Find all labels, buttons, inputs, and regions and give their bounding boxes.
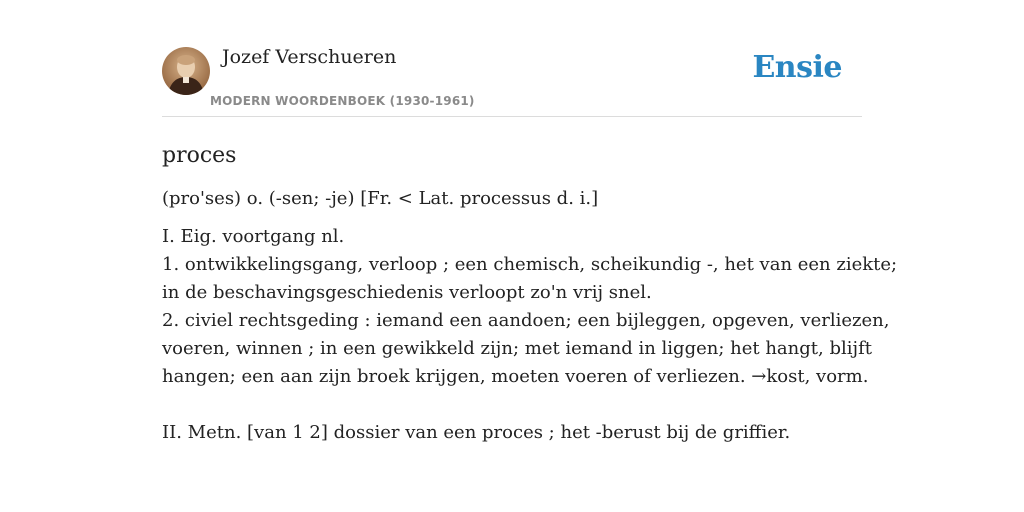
definition-line: 2. civiel rechtsgeding : iemand een aandoen; een bijleggen, opgeven, verliezen, [162,310,890,331]
author-avatar-icon[interactable] [162,47,210,95]
definition-body [162,223,898,447]
author-name[interactable]: Jozef Verschueren [222,46,397,68]
entry-card [162,44,898,447]
definition-line: I. Eig. voortgang nl. [162,226,345,247]
entry-header [162,44,862,117]
definition-line: in de beschavingsgeschiedenis verloopt zo'n vrij snel. [162,282,652,303]
headword: proces [162,143,237,168]
dictionary-source[interactable]: MODERN WOORDENBOEK (1930-1961) [210,94,475,108]
pronunciation: (pro'ses) o. (-sen; -je) [Fr. < Lat. processus d. i.] [162,188,599,209]
paragraph-gap [162,391,862,419]
definition-line: II. Metn. [van 1 2] dossier van een proces ; het -berust bij de griffier. [162,422,791,443]
definition-line: 1. ontwikkelingsgang, verloop ; een chemisch, scheikundig -, het van een ziekte; [162,254,898,275]
ensie-logo[interactable]: Ensie [752,50,842,85]
definition-line: hangen; een aan zijn broek krijgen, moeten voeren of verliezen. →kost, vorm. [162,366,869,387]
definition-line: voeren, winnen ; in een gewikkeld zijn; met iemand in liggen; het hangt, blijft [162,338,872,359]
